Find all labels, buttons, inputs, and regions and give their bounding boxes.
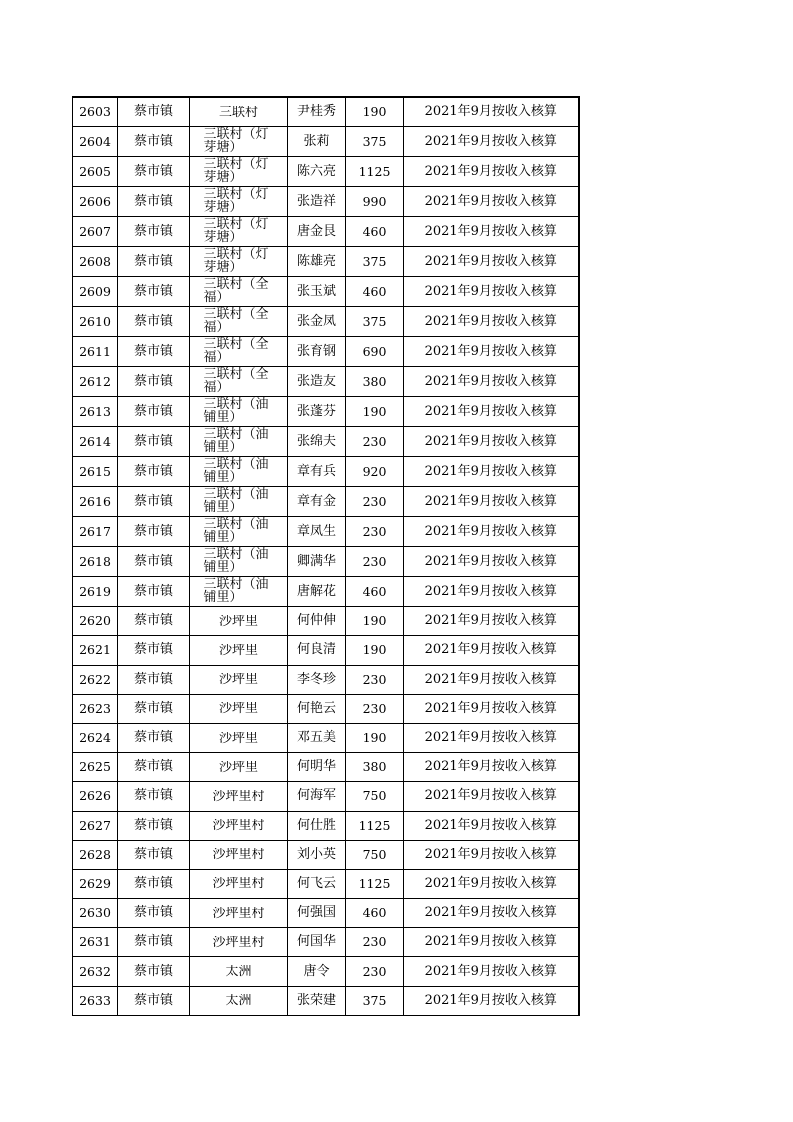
person-name-cell: 陈六亮	[288, 157, 346, 187]
row-id-cell: 2627	[73, 811, 118, 840]
row-id-cell: 2621	[73, 636, 118, 665]
row-id-cell: 2624	[73, 723, 118, 752]
town-cell: 蔡市镇	[118, 277, 190, 307]
village-label: 沙坪里村	[212, 819, 265, 833]
row-id-cell: 2609	[73, 277, 118, 307]
town-cell: 蔡市镇	[118, 217, 190, 247]
town-cell: 蔡市镇	[118, 487, 190, 517]
note-cell: 2021年9月按收入核算	[404, 665, 579, 694]
town-cell: 蔡市镇	[118, 517, 190, 547]
row-id-cell: 2631	[73, 928, 118, 957]
amount-cell: 1125	[346, 811, 404, 840]
table-row	[73, 899, 579, 928]
note-cell: 2021年9月按收入核算	[404, 577, 579, 607]
town-cell: 蔡市镇	[118, 157, 190, 187]
village-label: 三联村（油铺里）	[203, 397, 269, 426]
village-cell	[190, 607, 288, 636]
village-label: 三联村（灯芽塘）	[203, 247, 269, 276]
table-row	[73, 636, 579, 665]
row-id-cell: 2617	[73, 517, 118, 547]
town-cell: 蔡市镇	[118, 928, 190, 957]
row-id-cell: 2612	[73, 367, 118, 397]
row-id-cell: 2605	[73, 157, 118, 187]
table-row	[73, 157, 579, 187]
town-cell: 蔡市镇	[118, 337, 190, 367]
village-cell	[190, 487, 288, 517]
village-label: 三联村（全福）	[203, 337, 269, 366]
village-cell	[190, 694, 288, 723]
village-cell	[190, 869, 288, 898]
village-label: 沙坪里村	[212, 789, 265, 803]
village-label: 三联村（油铺里）	[203, 517, 269, 546]
person-name-cell: 何良清	[288, 636, 346, 665]
village-cell	[190, 427, 288, 457]
note-cell: 2021年9月按收入核算	[404, 899, 579, 928]
table-row	[73, 723, 579, 752]
row-id-cell: 2604	[73, 127, 118, 157]
row-id-cell: 2625	[73, 753, 118, 782]
note-cell: 2021年9月按收入核算	[404, 457, 579, 487]
row-id-cell: 2614	[73, 427, 118, 457]
amount-cell: 230	[346, 517, 404, 547]
row-id-cell: 2628	[73, 840, 118, 869]
row-id-cell: 2632	[73, 957, 118, 986]
person-name-cell: 何仲伸	[288, 607, 346, 636]
village-cell	[190, 457, 288, 487]
note-cell: 2021年9月按收入核算	[404, 337, 579, 367]
town-cell: 蔡市镇	[118, 187, 190, 217]
note-cell: 2021年9月按收入核算	[404, 840, 579, 869]
amount-cell: 990	[346, 187, 404, 217]
row-id-cell: 2618	[73, 547, 118, 577]
village-cell	[190, 636, 288, 665]
amount-cell: 460	[346, 217, 404, 247]
person-name-cell: 张造友	[288, 367, 346, 397]
table-row	[73, 869, 579, 898]
village-cell	[190, 723, 288, 752]
note-cell: 2021年9月按收入核算	[404, 636, 579, 665]
person-name-cell: 张绵夫	[288, 427, 346, 457]
amount-cell: 375	[346, 127, 404, 157]
row-id-cell: 2623	[73, 694, 118, 723]
town-cell: 蔡市镇	[118, 723, 190, 752]
table-row	[73, 277, 579, 307]
table-row	[73, 753, 579, 782]
row-id-cell: 2608	[73, 247, 118, 277]
village-cell	[190, 277, 288, 307]
table-row	[73, 127, 579, 157]
village-label: 三联村（灯芽塘）	[203, 187, 269, 216]
person-name-cell: 章有金	[288, 487, 346, 517]
note-cell: 2021年9月按收入核算	[404, 723, 579, 752]
table-row	[73, 187, 579, 217]
row-id-cell: 2622	[73, 665, 118, 694]
village-label: 沙坪里	[218, 702, 258, 716]
town-cell: 蔡市镇	[118, 811, 190, 840]
village-label: 沙坪里村	[212, 906, 265, 920]
village-cell	[190, 547, 288, 577]
village-cell	[190, 337, 288, 367]
village-cell	[190, 986, 288, 1015]
note-cell: 2021年9月按收入核算	[404, 217, 579, 247]
village-label: 沙坪里村	[212, 935, 265, 949]
village-label: 沙坪里村	[212, 848, 265, 862]
row-id-cell: 2633	[73, 986, 118, 1015]
amount-cell: 230	[346, 928, 404, 957]
village-cell	[190, 577, 288, 607]
table-row	[73, 665, 579, 694]
town-cell: 蔡市镇	[118, 397, 190, 427]
note-cell: 2021年9月按收入核算	[404, 928, 579, 957]
person-name-cell: 邓五美	[288, 723, 346, 752]
person-name-cell: 何飞云	[288, 869, 346, 898]
village-label: 三联村（油铺里）	[203, 577, 269, 606]
table-row	[73, 811, 579, 840]
table-row	[73, 782, 579, 811]
amount-cell: 230	[346, 694, 404, 723]
note-cell: 2021年9月按收入核算	[404, 957, 579, 986]
table-row	[73, 307, 579, 337]
town-cell: 蔡市镇	[118, 307, 190, 337]
amount-cell: 230	[346, 487, 404, 517]
person-name-cell: 唐金艮	[288, 217, 346, 247]
village-label: 沙坪里	[218, 614, 258, 628]
town-cell: 蔡市镇	[118, 427, 190, 457]
amount-cell: 190	[346, 97, 404, 127]
amount-cell: 690	[346, 337, 404, 367]
amount-cell: 375	[346, 307, 404, 337]
note-cell: 2021年9月按收入核算	[404, 277, 579, 307]
town-cell: 蔡市镇	[118, 127, 190, 157]
note-cell: 2021年9月按收入核算	[404, 694, 579, 723]
person-name-cell: 陈雄亮	[288, 247, 346, 277]
village-cell	[190, 928, 288, 957]
person-name-cell: 何仕胜	[288, 811, 346, 840]
table-row	[73, 487, 579, 517]
table-row	[73, 957, 579, 986]
village-cell	[190, 397, 288, 427]
village-label: 三联村（灯芽塘）	[203, 217, 269, 246]
table-row	[73, 577, 579, 607]
village-label: 三联村（全福）	[203, 307, 269, 336]
person-name-cell: 李冬珍	[288, 665, 346, 694]
town-cell: 蔡市镇	[118, 986, 190, 1015]
row-id-cell: 2610	[73, 307, 118, 337]
row-id-cell: 2611	[73, 337, 118, 367]
amount-cell: 190	[346, 723, 404, 752]
table-row	[73, 427, 579, 457]
person-name-cell: 何海军	[288, 782, 346, 811]
village-label: 沙坪里	[218, 643, 258, 657]
village-label: 沙坪里	[218, 760, 258, 774]
note-cell: 2021年9月按收入核算	[404, 187, 579, 217]
amount-cell: 460	[346, 277, 404, 307]
amount-cell: 190	[346, 636, 404, 665]
person-name-cell: 张育钢	[288, 337, 346, 367]
amount-cell: 380	[346, 753, 404, 782]
table-row	[73, 986, 579, 1015]
town-cell: 蔡市镇	[118, 840, 190, 869]
note-cell: 2021年9月按收入核算	[404, 487, 579, 517]
table-row	[73, 247, 579, 277]
town-cell: 蔡市镇	[118, 607, 190, 636]
person-name-cell: 张玉斌	[288, 277, 346, 307]
amount-cell: 380	[346, 367, 404, 397]
village-label: 太洲	[225, 994, 252, 1008]
town-cell: 蔡市镇	[118, 367, 190, 397]
town-cell: 蔡市镇	[118, 97, 190, 127]
amount-cell: 920	[346, 457, 404, 487]
person-name-cell: 何国华	[288, 928, 346, 957]
note-cell: 2021年9月按收入核算	[404, 97, 579, 127]
village-cell	[190, 899, 288, 928]
town-cell: 蔡市镇	[118, 457, 190, 487]
note-cell: 2021年9月按收入核算	[404, 753, 579, 782]
village-label: 三联村（油铺里）	[203, 427, 269, 456]
note-cell: 2021年9月按收入核算	[404, 782, 579, 811]
village-cell	[190, 187, 288, 217]
table-row	[73, 547, 579, 577]
amount-cell: 1125	[346, 869, 404, 898]
row-id-cell: 2607	[73, 217, 118, 247]
village-label: 太洲	[225, 965, 252, 979]
town-cell: 蔡市镇	[118, 547, 190, 577]
note-cell: 2021年9月按收入核算	[404, 427, 579, 457]
row-id-cell: 2613	[73, 397, 118, 427]
amount-cell: 750	[346, 782, 404, 811]
amount-cell: 230	[346, 427, 404, 457]
note-cell: 2021年9月按收入核算	[404, 127, 579, 157]
table-row	[73, 517, 579, 547]
row-id-cell: 2603	[73, 97, 118, 127]
note-cell: 2021年9月按收入核算	[404, 517, 579, 547]
person-name-cell: 张蓬芬	[288, 397, 346, 427]
village-cell	[190, 811, 288, 840]
row-id-cell: 2619	[73, 577, 118, 607]
village-cell	[190, 307, 288, 337]
village-label: 三联村（油铺里）	[203, 547, 269, 576]
table-row	[73, 928, 579, 957]
village-label: 三联村（全福）	[203, 277, 269, 306]
note-cell: 2021年9月按收入核算	[404, 367, 579, 397]
village-cell	[190, 247, 288, 277]
person-name-cell: 何明华	[288, 753, 346, 782]
row-id-cell: 2606	[73, 187, 118, 217]
person-name-cell: 张金凤	[288, 307, 346, 337]
village-cell	[190, 840, 288, 869]
person-name-cell: 章有兵	[288, 457, 346, 487]
table-row	[73, 607, 579, 636]
amount-cell: 460	[346, 577, 404, 607]
amount-cell: 190	[346, 397, 404, 427]
person-name-cell: 尹桂秀	[288, 97, 346, 127]
ledger-table	[72, 96, 580, 1016]
note-cell: 2021年9月按收入核算	[404, 247, 579, 277]
town-cell: 蔡市镇	[118, 247, 190, 277]
village-cell	[190, 782, 288, 811]
ledger-body	[73, 97, 579, 1015]
village-cell	[190, 753, 288, 782]
person-name-cell: 章凤生	[288, 517, 346, 547]
town-cell: 蔡市镇	[118, 636, 190, 665]
village-label: 三联村（全福）	[203, 367, 269, 396]
table-row	[73, 97, 579, 127]
person-name-cell: 卿满华	[288, 547, 346, 577]
person-name-cell: 张莉	[288, 127, 346, 157]
note-cell: 2021年9月按收入核算	[404, 811, 579, 840]
amount-cell: 230	[346, 547, 404, 577]
row-id-cell: 2616	[73, 487, 118, 517]
table-row	[73, 217, 579, 247]
row-id-cell: 2620	[73, 607, 118, 636]
village-cell	[190, 157, 288, 187]
note-cell: 2021年9月按收入核算	[404, 547, 579, 577]
village-label: 三联村	[218, 105, 258, 119]
village-cell	[190, 127, 288, 157]
town-cell: 蔡市镇	[118, 577, 190, 607]
amount-cell: 460	[346, 899, 404, 928]
note-cell: 2021年9月按收入核算	[404, 986, 579, 1015]
table-row	[73, 397, 579, 427]
amount-cell: 375	[346, 986, 404, 1015]
town-cell: 蔡市镇	[118, 957, 190, 986]
town-cell: 蔡市镇	[118, 899, 190, 928]
amount-cell: 230	[346, 665, 404, 694]
person-name-cell: 刘小英	[288, 840, 346, 869]
amount-cell: 750	[346, 840, 404, 869]
village-label: 三联村（灯芽塘）	[203, 127, 269, 156]
town-cell: 蔡市镇	[118, 753, 190, 782]
note-cell: 2021年9月按收入核算	[404, 397, 579, 427]
town-cell: 蔡市镇	[118, 694, 190, 723]
person-name-cell: 唐解花	[288, 577, 346, 607]
note-cell: 2021年9月按收入核算	[404, 307, 579, 337]
amount-cell: 375	[346, 247, 404, 277]
village-label: 沙坪里	[218, 673, 258, 687]
village-cell	[190, 97, 288, 127]
amount-cell: 190	[346, 607, 404, 636]
village-label: 三联村（油铺里）	[203, 487, 269, 516]
village-label: 沙坪里	[218, 731, 258, 745]
amount-cell: 230	[346, 957, 404, 986]
town-cell: 蔡市镇	[118, 665, 190, 694]
village-cell	[190, 367, 288, 397]
table-row	[73, 457, 579, 487]
table-row	[73, 840, 579, 869]
person-name-cell: 何强国	[288, 899, 346, 928]
village-label: 三联村（灯芽塘）	[203, 157, 269, 186]
table-row	[73, 337, 579, 367]
village-label: 沙坪里村	[212, 877, 265, 891]
note-cell: 2021年9月按收入核算	[404, 157, 579, 187]
row-id-cell: 2629	[73, 869, 118, 898]
note-cell: 2021年9月按收入核算	[404, 869, 579, 898]
town-cell: 蔡市镇	[118, 869, 190, 898]
village-cell	[190, 665, 288, 694]
row-id-cell: 2615	[73, 457, 118, 487]
row-id-cell: 2626	[73, 782, 118, 811]
amount-cell: 1125	[346, 157, 404, 187]
person-name-cell: 唐令	[288, 957, 346, 986]
person-name-cell: 何艳云	[288, 694, 346, 723]
village-cell	[190, 517, 288, 547]
village-cell	[190, 957, 288, 986]
row-id-cell: 2630	[73, 899, 118, 928]
person-name-cell: 张造祥	[288, 187, 346, 217]
table-row	[73, 367, 579, 397]
village-cell	[190, 217, 288, 247]
person-name-cell: 张荣建	[288, 986, 346, 1015]
table-row	[73, 694, 579, 723]
village-label: 三联村（油铺里）	[203, 457, 269, 486]
town-cell: 蔡市镇	[118, 782, 190, 811]
note-cell: 2021年9月按收入核算	[404, 607, 579, 636]
